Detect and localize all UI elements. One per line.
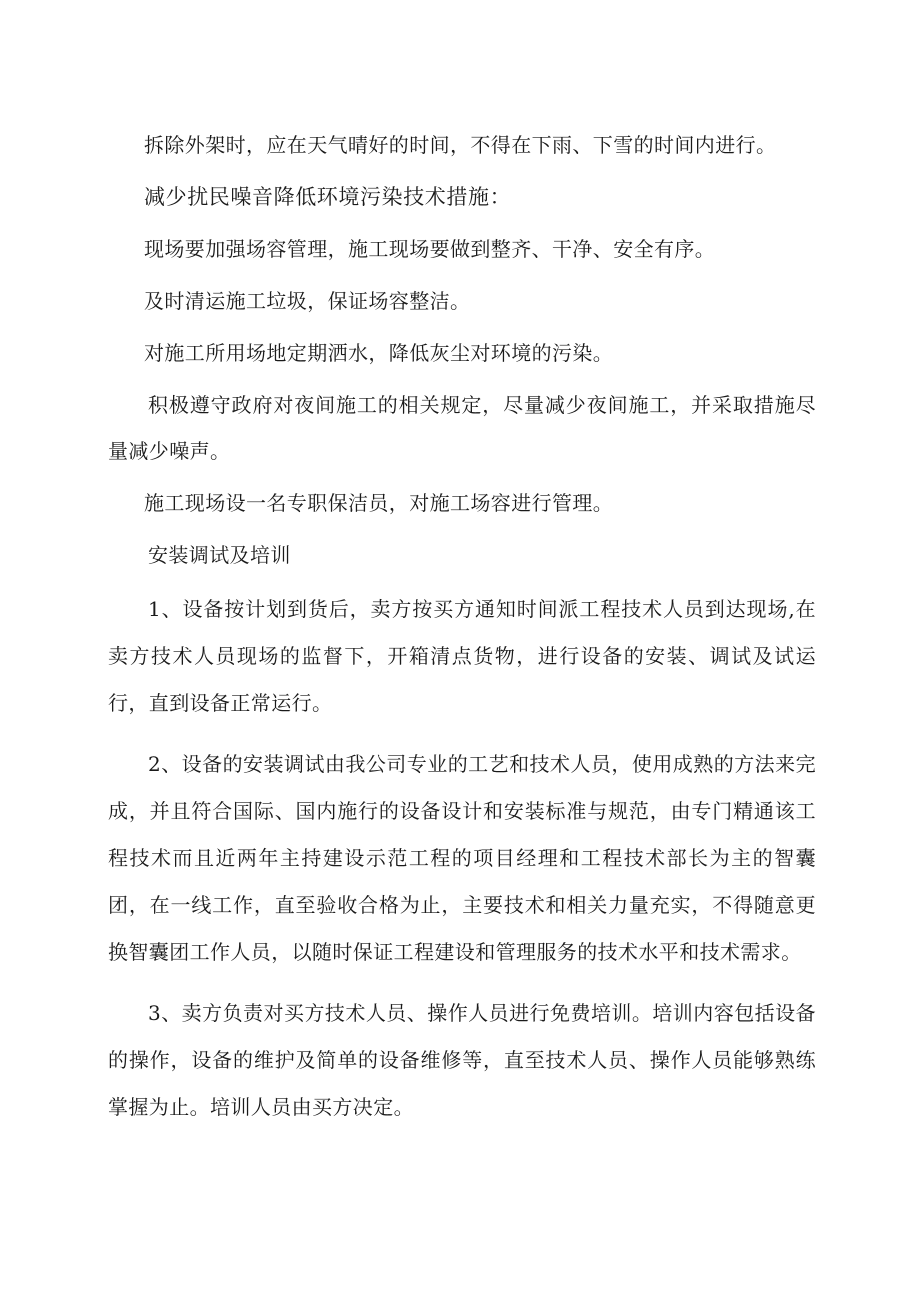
paragraph-night-work: 积极遵守政府对夜间施工的相关规定，尽量减少夜间施工，并采取措施尽量减少噪声。 [108, 393, 816, 463]
paragraph-cleaner: 施工现场设一名专职保洁员，对施工场容进行管理。 [144, 491, 614, 515]
paragraph-item-2: 2、设备的安装调试由我公司专业的工艺和技术人员，使用成熟的方法来完成，并且符合国际、国内施行的设备设计和安装标准与规范，由专门精通该工程技术而且近两年主持建设示范工程的项目经理和工程技术部长为主的智囊团，在一线工作，直至验收合格为止，主要技术和相关力量充实，不得随意更换智囊团工作人员，以随时保证工程建设和管理服务的技术水平和技术需求。 [108, 752, 816, 964]
paragraph-dismantle-scaffold: 拆除外架时，应在天气晴好的时间，不得在下雨、下雪的时间内进行。 [144, 133, 777, 157]
document-body [108, 122, 816, 1131]
section-heading-installation-training: 安装调试及培训 [148, 543, 291, 567]
paragraph-waste-removal: 及时清运施工垃圾，保证场容整洁。 [144, 289, 471, 313]
paragraph-item-1: 1、设备按计划到货后，卖方按买方通知时间派工程技术人员到达现场,在卖方技术人员现场的监督下，开箱清点货物，进行设备的安装、调试及试运行，直到设备正常运行。 [108, 597, 816, 715]
paragraph-item-3: 3、卖方负责对买方技术人员、操作人员进行免费培训。培训内容包括设备的操作，设备的维护及简单的设备维修等，直至技术人员、操作人员能够熟练掌握为止。培训人员由买方决定。 [108, 1001, 816, 1119]
paragraph-site-management: 现场要加强场容管理，施工现场要做到整齐、干净、安全有序。 [144, 237, 716, 261]
paragraph-water-sprinkling: 对施工所用场地定期洒水，降低灰尘对环境的污染。 [144, 341, 614, 365]
paragraph-noise-measures-heading: 减少扰民噪音降低环境污染技术措施： [144, 185, 512, 209]
